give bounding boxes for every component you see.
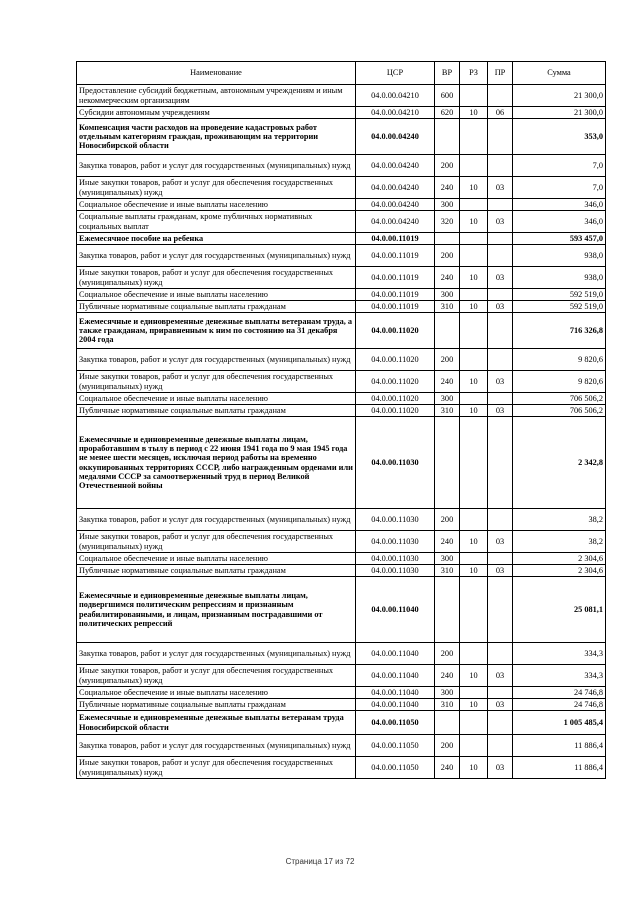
table-row bbox=[77, 735, 606, 757]
cell-rz bbox=[460, 119, 488, 155]
table-row bbox=[77, 177, 606, 199]
cell-pr bbox=[488, 553, 513, 565]
cell-sum: 24 746,8 bbox=[513, 699, 606, 711]
cell-name: Ежемесячные и единовременные денежные выплаты ветеранам труда Новосибирской области bbox=[77, 711, 356, 735]
cell-pr bbox=[488, 711, 513, 735]
cell-rz: 10 bbox=[460, 405, 488, 417]
table-row-section bbox=[77, 711, 606, 735]
table-row bbox=[77, 699, 606, 711]
header-rz: РЗ bbox=[460, 62, 488, 85]
cell-vr: 600 bbox=[435, 85, 460, 107]
cell-rz bbox=[460, 643, 488, 665]
cell-rz bbox=[460, 349, 488, 371]
cell-name: Закупка товаров, работ и услуг для государственных (муниципальных) нужд bbox=[77, 245, 356, 267]
cell-pr bbox=[488, 643, 513, 665]
cell-vr: 240 bbox=[435, 531, 460, 553]
cell-pr bbox=[488, 735, 513, 757]
cell-csr: 04.0.00.11020 bbox=[356, 371, 435, 393]
cell-sum: 9 820,6 bbox=[513, 371, 606, 393]
table-row bbox=[77, 565, 606, 577]
cell-sum: 2 304,6 bbox=[513, 553, 606, 565]
cell-name: Субсидии автономным учреждениям bbox=[77, 107, 356, 119]
table-row-section bbox=[77, 577, 606, 643]
cell-sum: 9 820,6 bbox=[513, 349, 606, 371]
cell-sum: 24 746,8 bbox=[513, 687, 606, 699]
table-row bbox=[77, 531, 606, 553]
cell-name: Закупка товаров, работ и услуг для государственных (муниципальных) нужд bbox=[77, 155, 356, 177]
budget-table bbox=[76, 61, 606, 779]
cell-rz bbox=[460, 687, 488, 699]
table-row bbox=[77, 509, 606, 531]
cell-vr: 310 bbox=[435, 405, 460, 417]
cell-csr: 04.0.00.11019 bbox=[356, 301, 435, 313]
table-row bbox=[77, 665, 606, 687]
cell-name: Иные закупки товаров, работ и услуг для обеспечения государственных (муниципальных) нужд bbox=[77, 531, 356, 553]
cell-pr bbox=[488, 85, 513, 107]
cell-rz bbox=[460, 393, 488, 405]
cell-pr: 03 bbox=[488, 267, 513, 289]
cell-name: Социальное обеспечение и иные выплаты населению bbox=[77, 393, 356, 405]
table-row bbox=[77, 85, 606, 107]
cell-name: Ежемесячное пособие на ребенка bbox=[77, 233, 356, 245]
cell-pr: 03 bbox=[488, 371, 513, 393]
table-row bbox=[77, 687, 606, 699]
cell-name: Социальное обеспечение и иные выплаты населению bbox=[77, 553, 356, 565]
cell-sum: 938,0 bbox=[513, 245, 606, 267]
cell-pr: 03 bbox=[488, 757, 513, 779]
cell-csr: 04.0.00.11030 bbox=[356, 531, 435, 553]
cell-vr: 200 bbox=[435, 735, 460, 757]
cell-rz bbox=[460, 553, 488, 565]
cell-pr: 03 bbox=[488, 699, 513, 711]
cell-vr bbox=[435, 577, 460, 643]
cell-vr: 200 bbox=[435, 245, 460, 267]
cell-vr: 300 bbox=[435, 289, 460, 301]
cell-name: Предоставление субсидий бюджетным, автономным учреждениям и иным некоммерческим организациям bbox=[77, 85, 356, 107]
cell-sum: 25 081,1 bbox=[513, 577, 606, 643]
cell-name: Социальное обеспечение и иные выплаты населению bbox=[77, 687, 356, 699]
cell-rz bbox=[460, 735, 488, 757]
cell-name: Социальные выплаты гражданам, кроме публичных нормативных социальных выплат bbox=[77, 211, 356, 233]
cell-rz: 10 bbox=[460, 699, 488, 711]
cell-pr bbox=[488, 687, 513, 699]
cell-sum: 334,3 bbox=[513, 665, 606, 687]
cell-csr: 04.0.00.04210 bbox=[356, 85, 435, 107]
cell-sum: 21 300,0 bbox=[513, 85, 606, 107]
cell-sum: 7,0 bbox=[513, 155, 606, 177]
header-sum: Сумма bbox=[513, 62, 606, 85]
cell-sum: 593 457,0 bbox=[513, 233, 606, 245]
cell-vr: 300 bbox=[435, 393, 460, 405]
cell-name: Закупка товаров, работ и услуг для государственных (муниципальных) нужд bbox=[77, 735, 356, 757]
cell-vr: 310 bbox=[435, 565, 460, 577]
cell-rz bbox=[460, 577, 488, 643]
table-row bbox=[77, 757, 606, 779]
cell-name: Публичные нормативные социальные выплаты гражданам bbox=[77, 405, 356, 417]
cell-vr: 200 bbox=[435, 155, 460, 177]
cell-csr: 04.0.00.04210 bbox=[356, 107, 435, 119]
cell-csr: 04.0.00.11040 bbox=[356, 577, 435, 643]
cell-rz: 10 bbox=[460, 757, 488, 779]
table-row bbox=[77, 245, 606, 267]
cell-csr: 04.0.00.11050 bbox=[356, 757, 435, 779]
cell-vr: 200 bbox=[435, 349, 460, 371]
cell-sum: 706 506,2 bbox=[513, 393, 606, 405]
cell-rz bbox=[460, 711, 488, 735]
cell-pr bbox=[488, 417, 513, 509]
cell-pr bbox=[488, 289, 513, 301]
cell-name: Иные закупки товаров, работ и услуг для обеспечения государственных (муниципальных) нужд bbox=[77, 665, 356, 687]
table-row bbox=[77, 199, 606, 211]
table-row bbox=[77, 553, 606, 565]
header-vr: ВР bbox=[435, 62, 460, 85]
cell-vr bbox=[435, 233, 460, 245]
cell-rz bbox=[460, 245, 488, 267]
cell-sum: 38,2 bbox=[513, 509, 606, 531]
cell-csr: 04.0.00.11019 bbox=[356, 233, 435, 245]
cell-sum: 1 005 485,4 bbox=[513, 711, 606, 735]
cell-vr: 300 bbox=[435, 199, 460, 211]
cell-rz: 10 bbox=[460, 665, 488, 687]
table-row bbox=[77, 211, 606, 233]
cell-sum: 334,3 bbox=[513, 643, 606, 665]
table-row-section bbox=[77, 313, 606, 349]
cell-csr: 04.0.00.11050 bbox=[356, 711, 435, 735]
cell-vr: 200 bbox=[435, 643, 460, 665]
cell-csr: 04.0.00.11030 bbox=[356, 417, 435, 509]
cell-csr: 04.0.00.04240 bbox=[356, 199, 435, 211]
cell-name: Закупка товаров, работ и услуг для государственных (муниципальных) нужд bbox=[77, 509, 356, 531]
cell-sum: 11 886,4 bbox=[513, 757, 606, 779]
cell-pr bbox=[488, 199, 513, 211]
table-row-section bbox=[77, 417, 606, 509]
cell-rz bbox=[460, 417, 488, 509]
cell-csr: 04.0.00.11020 bbox=[356, 313, 435, 349]
table-row-section bbox=[77, 233, 606, 245]
cell-pr bbox=[488, 155, 513, 177]
cell-name: Ежемесячные и единовременные денежные выплаты лицам, проработавшим в тылу в период с 22 июня 1941 года по 9 мая 1945 года не менее шести месяцев, исключая период работы на временно оккупированных территориях СССР, либо награжденным орденами или медалями СССР за самоотверженный труд в период Великой Отечественной войны bbox=[77, 417, 356, 509]
cell-csr: 04.0.00.11030 bbox=[356, 509, 435, 531]
cell-sum: 938,0 bbox=[513, 267, 606, 289]
cell-pr: 03 bbox=[488, 211, 513, 233]
cell-sum: 592 519,0 bbox=[513, 289, 606, 301]
cell-pr bbox=[488, 577, 513, 643]
cell-rz: 10 bbox=[460, 371, 488, 393]
cell-vr: 240 bbox=[435, 757, 460, 779]
cell-rz: 10 bbox=[460, 531, 488, 553]
cell-vr: 300 bbox=[435, 687, 460, 699]
table-row bbox=[77, 301, 606, 313]
cell-pr: 06 bbox=[488, 107, 513, 119]
cell-csr: 04.0.00.11019 bbox=[356, 245, 435, 267]
cell-vr: 620 bbox=[435, 107, 460, 119]
cell-name: Закупка товаров, работ и услуг для государственных (муниципальных) нужд bbox=[77, 643, 356, 665]
cell-vr: 240 bbox=[435, 665, 460, 687]
cell-vr: 310 bbox=[435, 699, 460, 711]
cell-rz: 10 bbox=[460, 211, 488, 233]
cell-csr: 04.0.00.11040 bbox=[356, 643, 435, 665]
cell-vr bbox=[435, 119, 460, 155]
cell-csr: 04.0.00.11019 bbox=[356, 267, 435, 289]
cell-name: Социальное обеспечение и иные выплаты населению bbox=[77, 289, 356, 301]
cell-vr bbox=[435, 417, 460, 509]
table-row bbox=[77, 267, 606, 289]
cell-name: Публичные нормативные социальные выплаты гражданам bbox=[77, 301, 356, 313]
cell-sum: 346,0 bbox=[513, 199, 606, 211]
cell-rz: 10 bbox=[460, 177, 488, 199]
cell-pr bbox=[488, 233, 513, 245]
cell-vr bbox=[435, 313, 460, 349]
cell-pr bbox=[488, 349, 513, 371]
cell-rz bbox=[460, 155, 488, 177]
cell-csr: 04.0.00.11040 bbox=[356, 687, 435, 699]
page-number: Страница 17 из 72 bbox=[285, 857, 355, 866]
table-row bbox=[77, 405, 606, 417]
table-row bbox=[77, 371, 606, 393]
cell-pr bbox=[488, 393, 513, 405]
cell-rz bbox=[460, 509, 488, 531]
cell-csr: 04.0.00.11020 bbox=[356, 393, 435, 405]
cell-vr: 240 bbox=[435, 177, 460, 199]
cell-name: Иные закупки товаров, работ и услуг для обеспечения государственных (муниципальных) нужд bbox=[77, 757, 356, 779]
cell-pr: 03 bbox=[488, 665, 513, 687]
cell-name: Публичные нормативные социальные выплаты гражданам bbox=[77, 565, 356, 577]
table-row bbox=[77, 107, 606, 119]
cell-rz: 10 bbox=[460, 267, 488, 289]
header-pr: ПР bbox=[488, 62, 513, 85]
cell-csr: 04.0.00.11020 bbox=[356, 349, 435, 371]
cell-rz: 10 bbox=[460, 107, 488, 119]
cell-name: Закупка товаров, работ и услуг для государственных (муниципальных) нужд bbox=[77, 349, 356, 371]
cell-rz bbox=[460, 199, 488, 211]
cell-name: Ежемесячные и единовременные денежные выплаты лицам, подвергшимся политическим репрессиям и признанным реабилитированными, и лицам, признанным пострадавшими от политических репрессий bbox=[77, 577, 356, 643]
cell-sum: 346,0 bbox=[513, 211, 606, 233]
header-csr: ЦСР bbox=[356, 62, 435, 85]
header-name: Наименование bbox=[77, 62, 356, 85]
cell-csr: 04.0.00.11030 bbox=[356, 553, 435, 565]
cell-rz: 10 bbox=[460, 301, 488, 313]
cell-name: Иные закупки товаров, работ и услуг для обеспечения государственных (муниципальных) нужд bbox=[77, 371, 356, 393]
table-row bbox=[77, 155, 606, 177]
cell-vr: 300 bbox=[435, 553, 460, 565]
cell-pr bbox=[488, 119, 513, 155]
cell-vr: 240 bbox=[435, 267, 460, 289]
cell-rz: 10 bbox=[460, 565, 488, 577]
cell-csr: 04.0.00.04240 bbox=[356, 211, 435, 233]
cell-vr: 200 bbox=[435, 509, 460, 531]
cell-name: Публичные нормативные социальные выплаты гражданам bbox=[77, 699, 356, 711]
cell-csr: 04.0.00.04240 bbox=[356, 177, 435, 199]
cell-csr: 04.0.00.11020 bbox=[356, 405, 435, 417]
cell-csr: 04.0.00.11040 bbox=[356, 665, 435, 687]
cell-name: Социальное обеспечение и иные выплаты населению bbox=[77, 199, 356, 211]
cell-csr: 04.0.00.11019 bbox=[356, 289, 435, 301]
cell-pr: 03 bbox=[488, 405, 513, 417]
table-row bbox=[77, 643, 606, 665]
cell-csr: 04.0.00.04240 bbox=[356, 155, 435, 177]
cell-name: Иные закупки товаров, работ и услуг для обеспечения государственных (муниципальных) нужд bbox=[77, 267, 356, 289]
cell-vr bbox=[435, 711, 460, 735]
cell-name: Ежемесячные и единовременные денежные выплаты ветеранам труда, а также гражданам, приравненным к ним по состоянию на 31 декабря 2004 года bbox=[77, 313, 356, 349]
cell-csr: 04.0.00.04240 bbox=[356, 119, 435, 155]
cell-vr: 310 bbox=[435, 301, 460, 313]
cell-rz bbox=[460, 289, 488, 301]
table-row bbox=[77, 289, 606, 301]
cell-pr: 03 bbox=[488, 301, 513, 313]
cell-vr: 240 bbox=[435, 371, 460, 393]
cell-pr: 03 bbox=[488, 565, 513, 577]
cell-pr: 03 bbox=[488, 531, 513, 553]
cell-sum: 38,2 bbox=[513, 531, 606, 553]
cell-name: Компенсация части расходов на проведение кадастровых работ отдельным категориям граждан, проживающим на территории Новосибирской области bbox=[77, 119, 356, 155]
table-header-row bbox=[77, 62, 606, 85]
cell-sum: 592 519,0 bbox=[513, 301, 606, 313]
cell-sum: 706 506,2 bbox=[513, 405, 606, 417]
table-row-section bbox=[77, 119, 606, 155]
cell-sum: 2 304,6 bbox=[513, 565, 606, 577]
cell-pr: 03 bbox=[488, 177, 513, 199]
table-row bbox=[77, 349, 606, 371]
cell-sum: 716 326,8 bbox=[513, 313, 606, 349]
cell-rz bbox=[460, 233, 488, 245]
table-row bbox=[77, 393, 606, 405]
cell-pr bbox=[488, 313, 513, 349]
cell-rz bbox=[460, 313, 488, 349]
cell-sum: 353,0 bbox=[513, 119, 606, 155]
cell-name: Иные закупки товаров, работ и услуг для обеспечения государственных (муниципальных) нужд bbox=[77, 177, 356, 199]
cell-vr: 320 bbox=[435, 211, 460, 233]
cell-pr bbox=[488, 245, 513, 267]
cell-rz bbox=[460, 85, 488, 107]
cell-csr: 04.0.00.11040 bbox=[356, 699, 435, 711]
cell-pr bbox=[488, 509, 513, 531]
cell-sum: 2 342,8 bbox=[513, 417, 606, 509]
cell-sum: 21 300,0 bbox=[513, 107, 606, 119]
cell-sum: 11 886,4 bbox=[513, 735, 606, 757]
cell-csr: 04.0.00.11030 bbox=[356, 565, 435, 577]
cell-sum: 7,0 bbox=[513, 177, 606, 199]
cell-csr: 04.0.00.11050 bbox=[356, 735, 435, 757]
